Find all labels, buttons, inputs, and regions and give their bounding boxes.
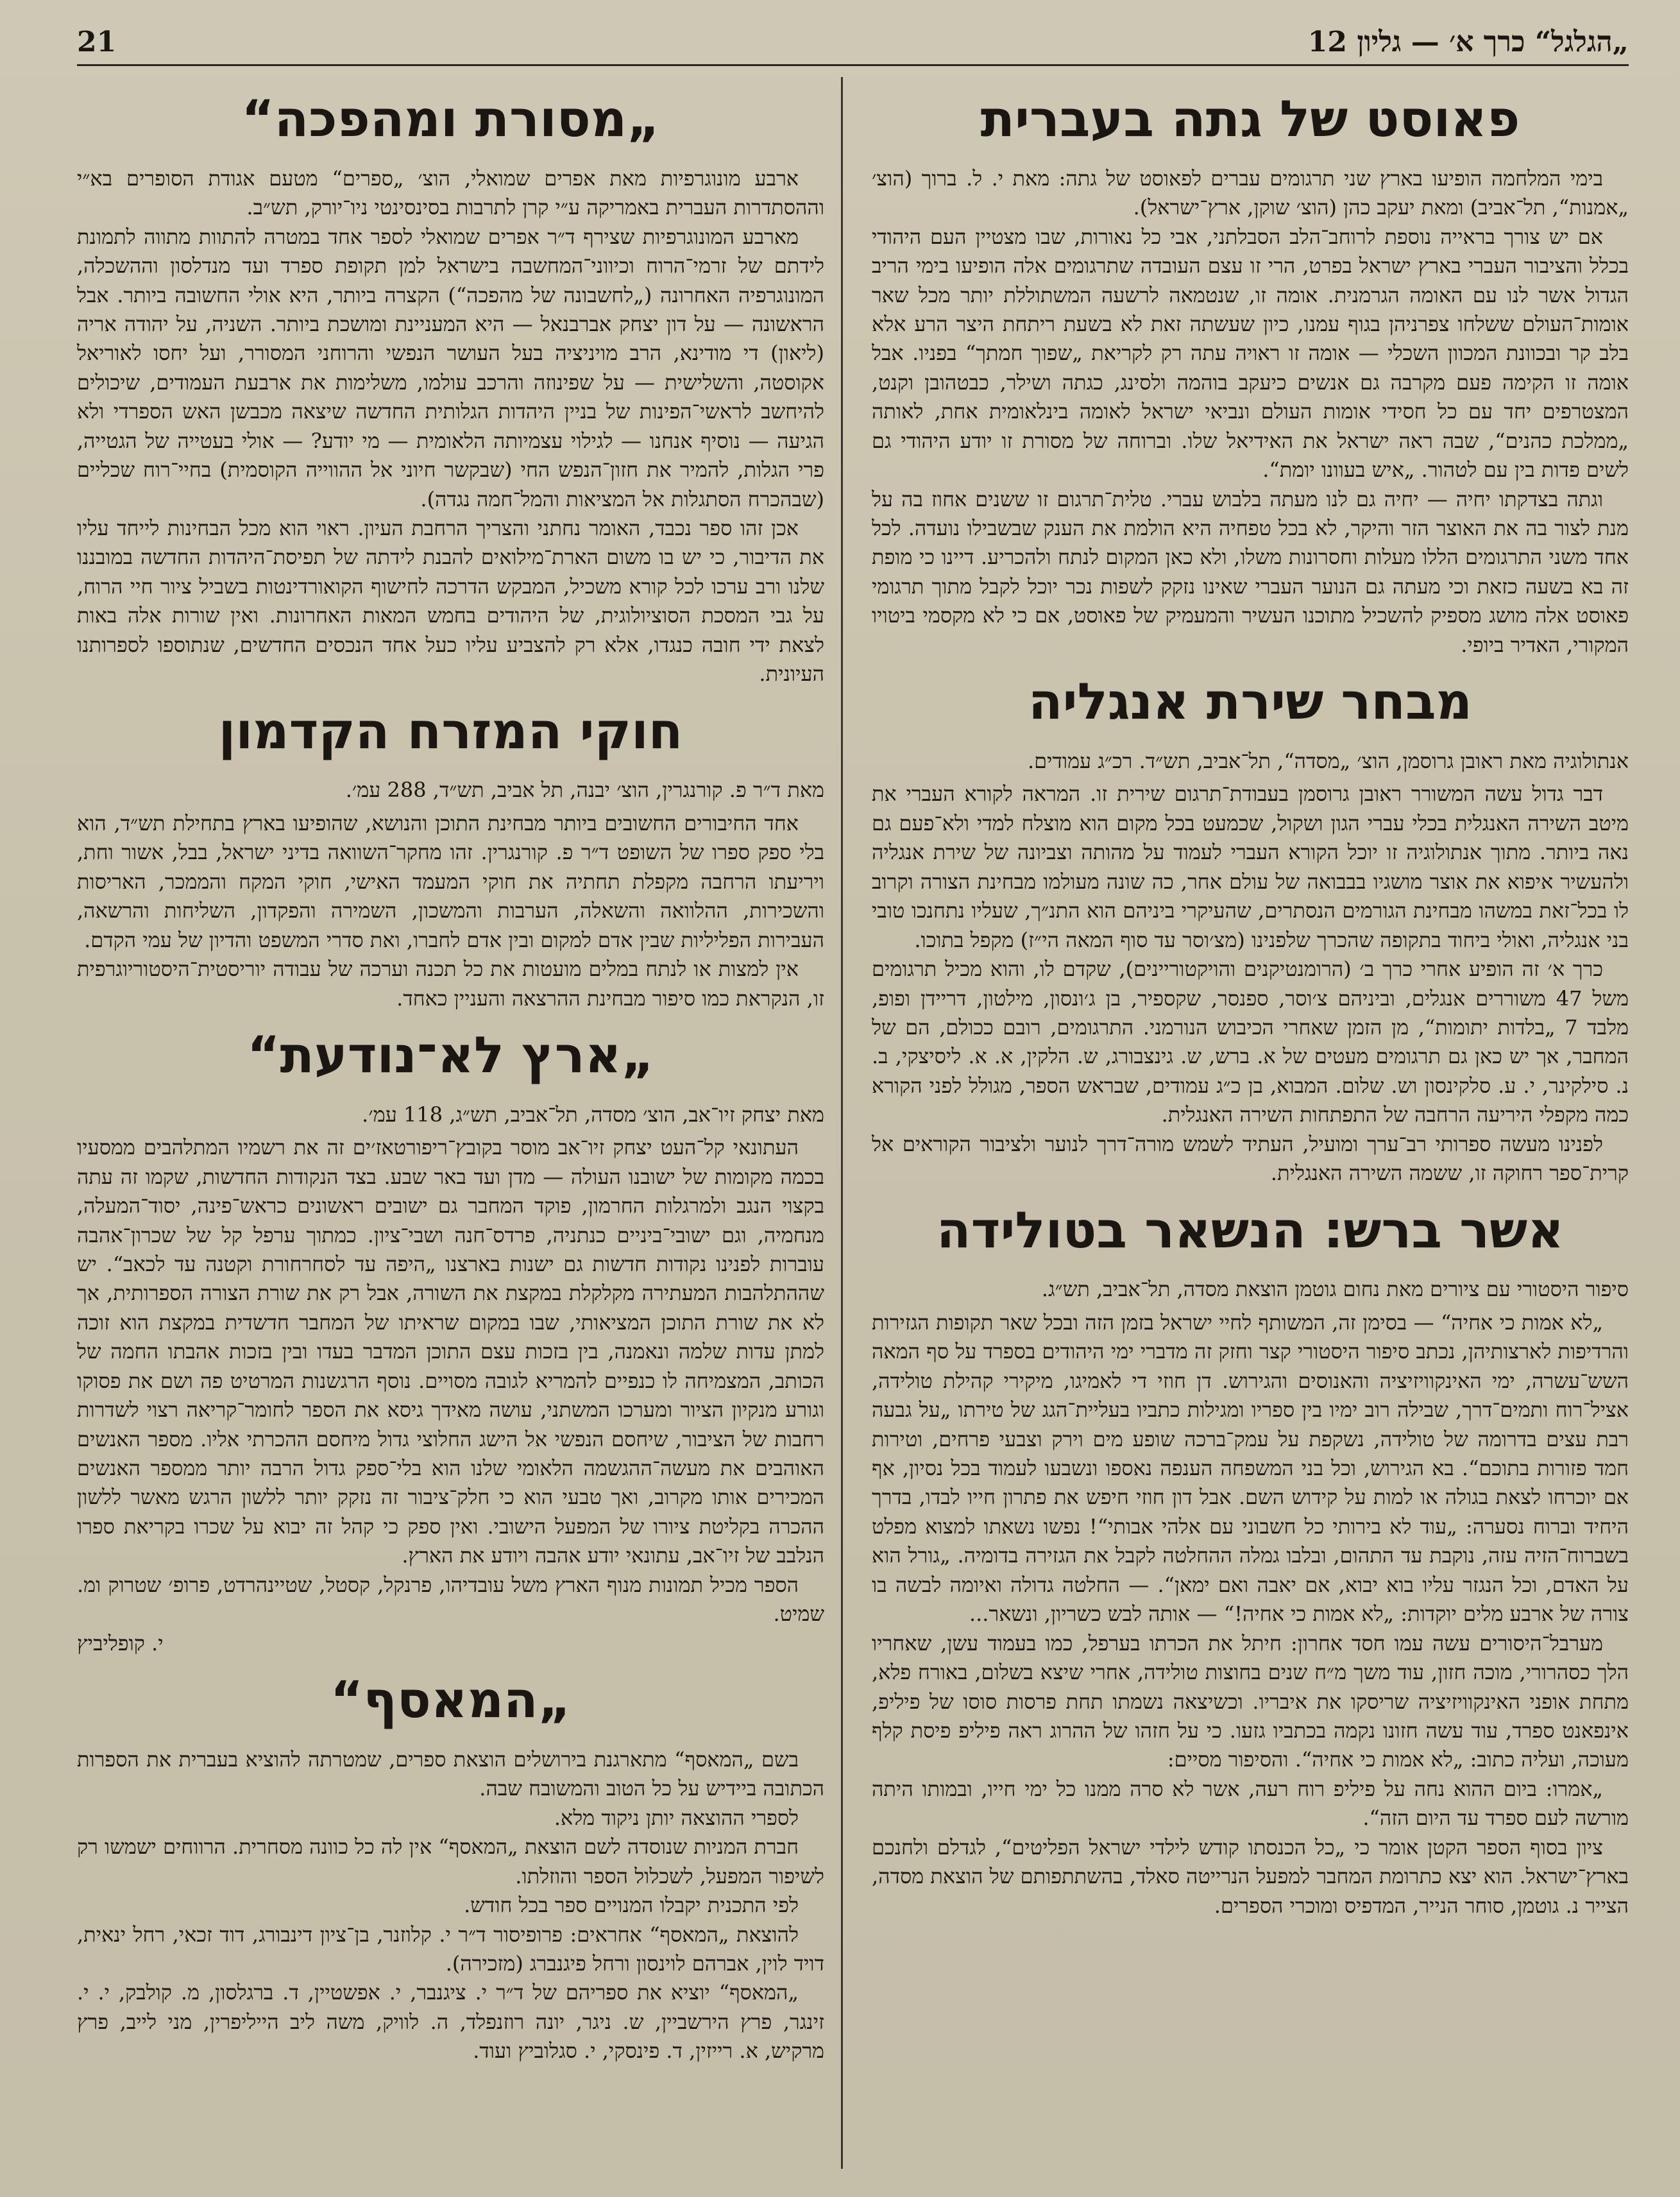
article-paragraph: „המאסף“ יוציא את ספריהם של ד״ר י. ציגנבר, י. אפשטיין, ד. ברגלסון, מ. קולבק, י. י. זינגר, פרץ הירשביין, ש. ניגר, יונה רוזנפלד, ה. לוויק, משה ליב הייליפרין, מני לייב, פרץ מרקיש, א. רייזין, ד. פינסקי, י. סגלוביץ ועוד.: [77, 1980, 824, 2064]
article-paragraph: אין למצות או לנתח במלים מועטות את כל תכנה וערכה של עבודה יוריסטית־היסטוריוגרפית זו, הנקראת כמו סיפור מבחינת ההרצאה והעניין כאחד.: [77, 957, 824, 1011]
article-faust: [872, 92, 1629, 660]
column-divider: [841, 77, 843, 2169]
article-paragraph: להוצאת „המאסף“ אחראים: פרופיסור ד״ר י. קלוזנר, בן־ציון דינבורג, דוד זכאי, רחל ינאית, דויד לוין, אברהם לוינסון ורחל פיגנברג (מזכירה).: [77, 1922, 824, 1976]
article-paragraph: כרך א׳ זה הופיע אחרי כרך ב׳ (הרומנטיקנים והויקטוריינים), שקדם לו, והוא מכיל תרגומים משל 47 משוררים אנגלים, וביניהם צ׳וסר, ספנסר, שקספיר, בן ג׳ונסון, מילטון, דריידן ופופ, מלבד 7 „בלדות יתומות“, מן הזמן שאחרי הכיבוש הנורמני. התרגומים, רובם ככולם, הם של המחבר, אך יש כאן גם תרגומים מעטים של א. ברש, ש. גינצבורג, ש. הלקין, א. א. ליסיצקי, ב. נ. סילקינר, י. ע. סלקינסון וש. שלום. המבוא, בן כ״ג עמודים, שבראש הספר, מגולל לפני הקורא כמה מקפלי היריעה הרחבה של התפתחות השירה האנגלית.: [872, 957, 1629, 1127]
article-paragraph: חברת המניות שנוסדה לשם הוצאת „המאסף“ אין לה כל כוונה מסחרית. הרווחים ישמשו רק לשיפור המפעל, לשכלול הספר והוזלתו.: [77, 1834, 824, 1888]
article-paragraph: וגתה בצדקתו יחיה — יחיה גם לנו מעתה בלבוש עברי. טלית־תרגום זו ששנים אחוז בה על מנת לצור בה את האוצר הזר והיקר, לא בכל טפחיה היא הולמת את הענק שבשבילו נועדה. לכל אחד משני התרגומים הללו מעלות וחסרונות משלו, ולא כאן המקום לנתח ולהכריע. דיינו כי מופת זה בא בשעה כזאת וכי מעתה גם הנוער העברי שאינו נזקק לשפות נכר יוכל לקבל מתוך תרגומי פאוסט אלה מושג מספיק להשכיל מתוכנו העשיר והמעמיק של פאוסט, אם כי לא מקסמי ביטויו המקורי, האדיר ביופי.: [872, 486, 1629, 657]
left-column: [77, 77, 824, 2175]
article-paragraph: מערבל־היסורים עשה עמו חסד אחרון: חיתל את הכרתו בערפל, כמו בעמוד עשן, שאחריו הלך כסהרורי, מוכה חזון, עוד משך מ״ח שנים בחוצות טולידה, אחרי שיצא בשלום, באורח פלא, מתחת אופני האינקוויזיציה שריסקו את איבריו. וכשיצאה נשמתו תחת פרסות סוסו של פיליפ, אינפאנט ספרד, עוד עשה חזונו נקמה בכתביו גזעו. כי על חזהו של ההרוג ראה פיליפ פיסת קלף מעוכה, ועליה כתוב: „לא אמות כי אחיה“. והסיפור מסיים:: [872, 1630, 1629, 1772]
article-paragraph: לספרי ההוצאה יותן ניקוד מלא.: [554, 1805, 799, 1830]
article-paragraph: העתונאי קל־העט יצחק זיו־אב מוסר בקובץ־ריפורטאז׳ים זה את רשמיו המתלהבים ממסעיו בכמה מקומות של ישובנו העולה — מדן ועד באר שבע. בצד הנקודות החדשות, שקמו זה עתה בקצוי הנגב ולמרגלות החרמון, פוקד המחבר גם ישובים ראשונים כראש־פינה, יסוד־המעלה, מנחמיה, וגם ישובי־ביניים כנתניה, פרדס־חנה ושבי־ציון. כמתוך ערפל קל של שכרון־אהבה עוברות לפנינו נקודות חדשות גם ישנות בארצנו „היפה עד לסחרחורת וקטנה עד לכאב“. יש שההתלהבות המעתירה מקלקלת במקצת את השורה, אבל רק את שורת הצורה הספרותית, אך לא את שורת התוכן המציאותי, שבו במקום שראיתו של המחבר חדשדית במקצת הוא זוכה למתן עדות שלמה ונאמנה, בין בזכות עצם התוכן המדבר בעדו ובין בזכות אהבתו החמה של הכותב, המצמיחה לו כנפיים להמריא לגובה מסויים. נוסף הרגשנות המרטיט פה ושם את פסוקו וגורע מנקיון הציור ומערכו המשתני, עושה מאידך גיסא את הספר לחומר־קריאה רצוי לשדרות רחבות של הציבור, שיחסם הנפשי אל הישג החלוצי גדול מיחסם ההכרתי אליו. מספר האנשים האוהבים את מעשה־ההגשמה הלאומי שלנו הוא בלי־ספק גדול הרבה יותר ממספר האנשים המכירים אותו מקרוב, ואך טבעי הוא כי חלק־ציבור זה נזקק יותר ללשון הרגש מאשר ללשון ההכרה בקליטת ציורו של המפעל הישובי. ואין ספק כי קהל זה יבוא על שכרו בקריאת ספרו הנלבב של זיו־אב, עתונאי יודע אהבה ויודע את הארץ.: [77, 1135, 824, 1568]
article-paragraph: ארבע מונוגרפיות מאת אפרים שמואלי, הוצ׳ „ספרים“ מטעם אגודת הסופרים בא״י וההסתדרות העברית באמריקה ע״י קרן לתרבות בסינסינטי ניו־יורק, תש״ב.: [77, 166, 824, 220]
article-paragraph: בימי המלחמה הופיעו בארץ שני תרגומים עברים לפאוסט של גתה: מאת י. ל. ברוך (הוצ׳ „אמנות“, תל־אביב) ומאת יעקב כהן (הוצ׳ שוקן, ארץ־ישראל).: [872, 166, 1629, 220]
article-byline: מאת ד״ר פ. קורנגרין, הוצ׳ יבנה, תל אביב, תש״ד, 288 עמ׳.: [345, 778, 824, 803]
article-paragraph: „אמרו: ביום ההוא נחה על פיליפ רוח רעה, אשר לא סרה ממנו כל ימי חייו, ובמותו היתה מורשה לעם ספרד עד היום הזה“.: [872, 1776, 1629, 1831]
right-column: [872, 77, 1629, 2175]
article-paragraph: ציון בסוף הספר הקטן אומר כי „כל הכנסתו קודש לילדי ישראל הפליטים“, לגדלם ולחנכם בארץ־ישראל. הוא יצא כתרומת המחבר למפעל הנרייטה סאלד, בהשתתפותם של הוצאת מסדה, הצייר נ. גוטמן, סוחר הנייר, המדפיס ומוכרי הספרים.: [872, 1834, 1629, 1918]
article-byline: מאת יצחק זיו־אב, הוצ׳ מסדה, תל־אביב, תש״ג, 118 עמ׳.: [362, 1102, 824, 1127]
article-paragraph: „לא אמות כי אחיה“ — בסימן זה, המשותף לחיי ישראל בזמן הזה ובכל שאר תקופות הגזירות והרדיפות לארצותיהן, נכתב סיפור היסטורי קצר וחזק זה מדברי ימי היהודים בספרד על סף המאה השש־עשרה, ימי האינקוויזיציה והאנוסים והגירוש. דן חוזי די לאמיגו, מיקירי קהילת טולידה, אציל־רוח ותמים־דרך, שבילה רוב ימיו בין ספריו ומגילות כתביו בעליית־הגג של טירתו „על גבעה רבת עצים בדרומה של טולידה, נשקפת על עמק־ברכה שופע מים וירק וצבעי פרחים, וטירות חמד פזורות בתוכם“. בא הגירוש, וכל בני המשפחה הענפה נאספו ונשבעו לעמוד בכל נסיון, אף אם יוכרחו לצאת בגולה או למות על קידוש השם. אבל דון חוזי חיפש את פתרון חייו לבדו, בדרך היחיד וברוח נסערה: „עוד לא בירותי כל חשבוני עם אלהי אבותי“! נפשו נשאתו למצוא מפלט בשברוח־הזיה עזה, נוקבת עד התהום, ובלבו גמלה ההחלטה לקבל את הגזירה בדומיה. „גורל הוא על האדם, וכל הנגזר עליו בוא יבוא, אם יאבה ואם ימאן“. — החלטה גדולה ואיומה לבשה בו צורה של ארבע מלים יוקדות: „לא אמות כי אחיה!“ — אותה לבש כשריון, ונשאר...: [872, 1310, 1629, 1627]
article-paragraph: אכן זהו ספר נכבד, האומר נחתני והצריך הרחבת העיון. ראוי הוא מכל הבחינות לייחד עליו את הדיבור, כי יש בו משום הארת־מילואים להבנת לידתה של תפיסת־היהדות החדשה במובננו שלנו ורב ערכו לכל קורא משכיל, המבקש הדרכה לחישוף הקואורדינטות בשביל ציור חיי הרוח, על גבי המסכת הסוציולוגית, של היהודים בחמש המאות האחרונות. ואין שורות אלה באות לצאת ידי חובה כנגדו, אלא רק להצביע עליו כעל אחד הנכסים החדשים, שנתוספו לספרותנו העיונית.: [77, 516, 824, 687]
article-paragraph: אחד החיבורים החשובים ביותר מבחינת התוכן והנושא, שהופיעו בארץ בתחילת תש״ד, הוא בלי ספק ספרו של השופט ד״ר פ. קורנגרין. זהו מחקר־השוואה בדיני ישראל, בבל, אשור וחת, ויריעתו הרחבה מקפלת תחתיה את חוקי המעמד האישי, חוקי המקח והממכר, האריסות והשכירות, ההלוואה והשאלה, הערבות והמשכון, השמירה והפקדון, השליחות והרשאה, העבירות הפליליות שבין אדם למקום ובין אדם לחברו, ואת סדרי המשפט והדיון של עמי הקדם.: [77, 810, 824, 952]
running-title: „הגלגל“ כרך א׳ — גליון 12: [1307, 26, 1629, 58]
article-paragraph: אם יש צורך בראייה נוספת לרוחב־הלב הסבלתני, אבי כל נאורות, שבו מצטיין העם היהודי בכלל והציבור העברי בארץ ישראל בפרט, הרי זו עצם העובדה שתרגומים אלה הופיעו בימי הריב הגדול אשר לנו עם האומה הגרמנית. אומה זו, שנטמאה לרשעה המשתוללת יותר מכל שאר אומות־העולם ששלחו צפרניהן בגוף עמנו, כיון שעשתה זאת לא בשעת ריתחת היצר הרע אלא בלב קר ובכוונת המכוון השכלי — אומה זו ראויה עתה רק לקריאת „שפוך חמתך“ בפניו. אבל אומה זו הקימה פעם מקרבה גם אנשים כיעקב בוהמה ולסינג, כגתה ושילר, כבטהובן וקנט, המצטרפים יחד עם כל חסידי אומות העולם ונביאי ישראל לאומה בינלאומית אחת, לאותה „ממלכת כהנים“, שבה ראה ישראל את האידיאל שלו. וברוחה של מסורת זו יודע היהודי גם לשים פדות בין עם לטהור. „איש בעוונו יומת“.: [872, 224, 1629, 483]
page-number: 21: [77, 26, 117, 58]
article-title: מבחר שירת אנגליה: [1028, 673, 1472, 731]
article-byline: סיפור היסטורי עם ציורים מאת נחום גוטמן הוצאת מסדה, תל־אביב, תש״ג.: [1041, 1277, 1629, 1302]
article-paragraph: לפנינו מעשה ספרותי רב־ערך ומועיל, העתיד לשמש מורה־דרך לנוער ולציבור הקוראים אל קרית־ספר רחוקה זו, ששמה השירה האנגלית.: [872, 1131, 1629, 1186]
article-title: פאוסט של גתה בעברית: [980, 90, 1520, 148]
article-title: חוקי המזרח הקדמון: [218, 702, 683, 760]
article-hameassef: [77, 1673, 824, 2066]
article-paragraph: דבר גדול עשה המשורר ראובן גרוסמן בעבודת־תרגום שירית זו. המראה לקורא העברי את מיטב השירה האנגלית בכלי עברי הגון ושקול, שכמעט בכל מקום הוא מוצלח למדי ולא־פעם גם נאה ביותר. מתוך אנתולוגיה זו יוכל הקורא העברי לעמוד על מהותה וצביונה של שירת אנגליה ולהעשיר איפוא את אוצר מושגיו בבבואה של עולם אחר, כה שונה מעולמו מבחינת הצורה וקרוב לו בכל־זאת במשהו מבחינת הגורמים הנסתרים, שהעיקרי ביניהם הוא התנ״ך, שעליו נתחנכו טובי בני אנגליה, ואולי ביחוד בתקופה שהכרך שלפנינו (מצ׳וסר עד סוף המאה הי״ז) מקפל בתוכו.: [872, 782, 1629, 952]
article-title: „המאסף“: [330, 1671, 571, 1730]
page-header: [77, 26, 1629, 66]
article-toledo: [872, 1201, 1629, 1920]
article-ancient-east-laws: [77, 702, 824, 1013]
article-tradition-revolution: [77, 92, 824, 689]
article-paragraph: מארבע המונוגרפיות שצירף ד״ר אפרים שמואלי לספר אחד במטרה להתוות מתווה לתמונת לידתם של זרמי־הרוח וכיווני־המחשבה בישראל למן תקופת ספרד ועד מנדלסון וההשכלה, המונוגרפיה האחרונה („לחשבונה של מהפכה“) הקצרה ביותר, היא אולי החשובה ביותר. אבל הראשונה — על דון יצחק אברבנאל — היא המעניינת ומושכת ביותר. השניה, על יהודה אריה (ליאון) די מודינא, הרב מויניציה בעל העושר הנפשי והרוחני המסורר, ועל יחסו לאוריאל אקוסטה, והשלישית — על שפינוזה והרכב עולמו, משלימות את ארבעת העמודים, שיכולים להיחשב לראשי־הפינות של בניין היהדות הגלותית החדשה שיצאה מכבשן האש הספרדי ולא הגיעה — נוסיף אנחנו — לגילוי עצמיותה הלאומית — מי יודע? — אולי בעטייה של הגטייה, פרי הגלות, להמיר את חזון־הנפש החי (שבקשר חיוני אל ההווייה הקוסמית) בחיי־רוח שכליים (שבהכרח הסתגלות אל המציאות והמל־חמה נגדה).: [77, 224, 824, 511]
article-signature: י. קופליביץ: [77, 1630, 164, 1655]
article-paragraph: לפי התכנית יקבלו המנויים ספר בכל חודש.: [464, 1893, 799, 1918]
article-title: אשר ברש: הנשאר בטולידה: [937, 1201, 1564, 1260]
article-paragraph: בשם „המאסף“ מתארגנת בירושלים הוצאת ספרים, שמטרתה להוציא בעברית את הספרות הכתובה ביידיש על כל הטוב והמשובח שבה.: [77, 1747, 824, 1801]
article-unknown-land: [77, 1026, 824, 1658]
article-title: „מסורת ומהפכה“: [241, 90, 660, 148]
article-english-poetry: [872, 675, 1629, 1188]
article-paragraph: הספר מכיל תמונות מנוף הארץ משל עובדיהו, פרנקל, קסטל, שטיינהרדט, פרופ׳ שטרוק ומ. שמיט.: [77, 1572, 824, 1627]
article-title: „ארץ לא־נודעת“: [247, 1026, 654, 1084]
article-byline: אנתולוגיה מאת ראובן גרוסמן, הוצ׳ „מסדה“, תל־אביב, תש״ד. רכ״ג עמודים.: [1027, 749, 1629, 774]
